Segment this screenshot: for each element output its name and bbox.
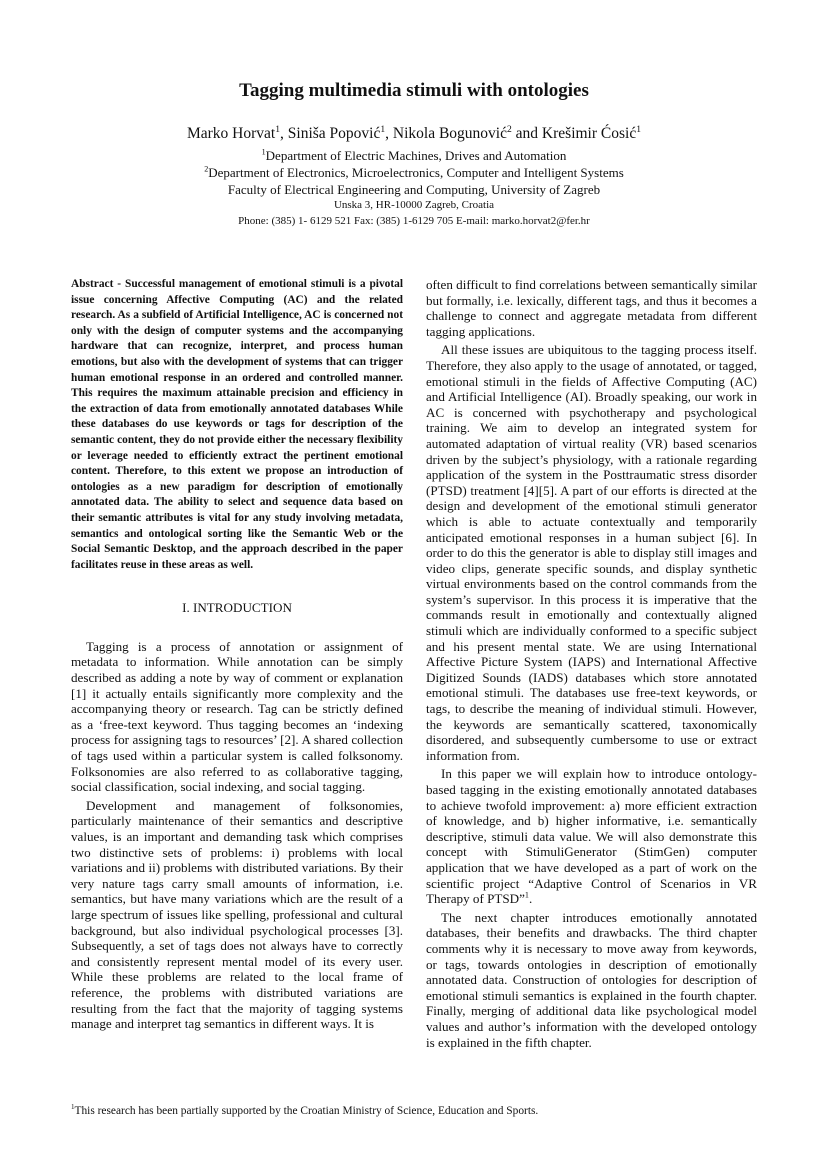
right-column xyxy=(426,277,757,1050)
affil-mark: 2 xyxy=(204,164,209,174)
footnote-marker: 1 xyxy=(71,1103,75,1112)
address: Unska 3, HR-10000 Zagreb, Croatia xyxy=(333,199,495,211)
abstract: Abstract - Successful management of emotional stimuli is a pivotal issue concerning Affective Computing (AC) and the related research. As a subfield of Artificial Intelligence, AC is concerned not only with the design of computer systems and the accompanying hardware that can recognize, interpret, and process human emotions, but also with the development of systems that can trigger human emotional response in an ordered and controlled manner. This requires the maximum attainable precision and efficiency in the extraction of data from emotionally annotated databases While these databases do use keywords or tags for description of the semantic content, they do not provide either the necessary flexibility or leverage needed to efficiently extract the pertinent emotional content. Therefore, to this extent we propose an introduction of ontologies as a new paradigm for description of emotionally annotated data. The ability to select and sequence data based on their semantic attributes is vital for any study involving metadata, semantics and ontological sorting like the Semantic Web or the Social Semantic Desktop, and the approach described in the paper facilitates reuse in these areas as well. xyxy=(71,278,403,571)
body-paragraph xyxy=(426,766,757,906)
affiliation-text: Department of Electric Machines, Drives and Automation xyxy=(265,148,567,163)
body-paragraph: All these issues are ubiquitous to the tagging process itself. Therefore, they also apply to the usage of annotated, or tagged, emotional stimuli in the fields of Affective Computing (AC) and Artificial Intelligence (AI). Broadly speaking, our work in AC is concerned with psychotherapy and psychological training. We aim to develop an integrated system for automated adaptation of virtual reality (VR) based scenarios driven by the subject’s physiology, with a rationale regarding application of the system in the Posttraumatic stress disorder (PTSD) treatment [4][5]. A part of our efforts is directed at the design and development of the emotional stimuli generator which is able to actuate contextually and temporarily anticipated emotional responses in a human subject [6]. In order to do this the generator is able to display still images and video clips, generate specific sounds, and display synthetic virtual environments based on the control commands from the system’s supervisor. In this process it is imperative that the commands result in emotionally and contextually aligned stimuli which are individually conformed to a specific subject and his present mental state. We are using International Affective Picture System (IAPS) and International Affective Digitized Sounds (IADS) databases which store annotated emotional stimuli. The databases use free-text keywords, or tags, to describe the meaning of individual stimuli. However, the keywords are semantically scattered, taxonomically disordered, and subsequently cumbersome to use or extract information from. xyxy=(426,342,757,763)
paper-title: Tagging multimedia stimuli with ontologies xyxy=(239,80,589,101)
author-affil-mark: 2 xyxy=(507,123,512,135)
paragraph-text: . xyxy=(528,891,533,907)
author-name: , Nikola Bogunović xyxy=(385,125,507,142)
affiliation-2 xyxy=(0,165,828,181)
author-affil-mark: 1 xyxy=(275,123,281,135)
body-paragraph: The next chapter introduces emotionally annotated databases, their benefits and drawbacks. The third chapter comments why it is necessary to move away from keywords, or tags, towards ontologies in description of emotionally annotated data. Construction of ontologies for description of emotional stimuli semantics is explained in the fourth chapter. Finally, merging of additional data like psychological model values and author’s information with the developed ontology is explained in the fifth chapter. xyxy=(426,909,757,1050)
body-paragraph: often difficult to find correlations between semantically similar but formally, i.e. lexically, different tags, and thus it becomes a challenge to connect and aggregate metadata from different tagging applications. xyxy=(426,277,758,339)
paragraph-text: In this paper we will explain how to introduce ontology-based tagging in the existing emotionally annotated databases to achieve twofold improvement: a) more efficient extraction of knowledge, and b) higher informative, i.e. semantically descriptive, stimuli data value. We will also demonstrate this concept with StimuliGenerator (StimGen) computer application that we have developed as a part of work on the scientific project “Adaptive Control of Scenarios in VR Therapy of PTSD” xyxy=(426,766,757,907)
affiliation-text: Department of Electronics, Microelectronics, Computer and Intelligent Systems xyxy=(208,165,624,180)
author-affil-mark: 1 xyxy=(636,123,642,135)
affiliation-1 xyxy=(0,148,828,164)
section-heading: I. INTRODUCTION xyxy=(182,600,292,616)
author-name: Marko Horvat xyxy=(186,125,276,142)
affil-mark: 1 xyxy=(261,147,266,157)
footnote-marker: 1 xyxy=(524,890,529,900)
left-column xyxy=(71,277,403,1032)
footnote xyxy=(71,1105,538,1117)
body-paragraph: Development and management of folksonomies, particularly maintenance of their semantics and descriptive values, is an important and demanding task which comprises two distinctive sets of problems: i) problems with local variations and ii) problems with distributed variations. By their very nature tags carry small amounts of information, i.e. semantics, but have many variations which are the result of a large spectrum of issues like spelling, professional and cultural background, but also individual psychological processes [3]. Subsequently, a set of tags does not always have to correctly and consistently represent mental model of its every user. While these problems are related to the local frame of reference, the problems with distributed variations are resulting from the fact that the majority of tagging systems manage and interpret tag semantics in different ways. It is xyxy=(71,797,403,1032)
author-affil-mark: 1 xyxy=(380,123,386,135)
footnote-text: This research has been partially supported by the Croatian Ministry of Science, Education and Sports. xyxy=(74,1105,539,1117)
affiliation-3: Faculty of Electrical Engineering and Computing, University of Zagreb xyxy=(227,182,601,197)
author-name: , Siniša Popović xyxy=(280,125,381,142)
body-paragraph: Tagging is a process of annotation or assignment of metadata to information. While annotation can be simply described as adding a note by way of comment or explanation [1] it actually entails significantly more complexity and the accompanying theory or research. Tag can be strictly defined as a ‘free-text keyword. Thus tagging becomes an ‘indexing process for assigning tags to resources’ [2]. A shared collection of tags used within a particular system is called folksonomy. Folksonomies are also referred to as collaborative tagging, social classification, social indexing, and social tagging. xyxy=(71,638,403,795)
author-line xyxy=(0,125,828,143)
contact-info: Phone: (385) 1- 6129 521 Fax: (385) 1-6129 705 E-mail: marko.horvat2@fer.hr xyxy=(238,215,590,227)
author-name: and Krešimir Ćosić xyxy=(511,125,637,142)
